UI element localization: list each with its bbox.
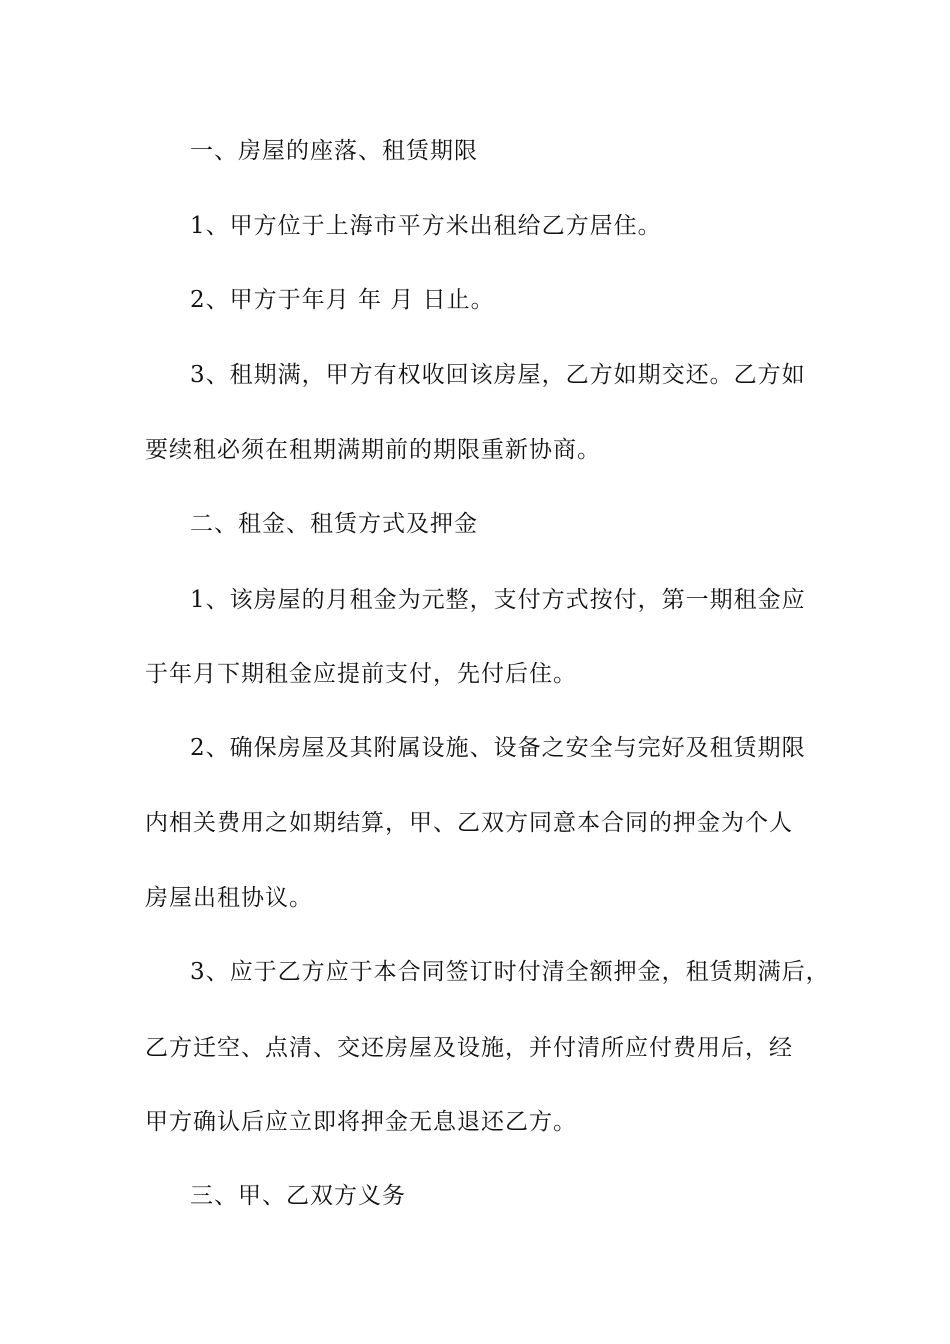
paragraph-line: 1、甲方位于上海市平方米出租给乙方居住。 bbox=[190, 213, 662, 239]
paragraph-line: 房屋出租协议。 bbox=[145, 885, 313, 911]
paragraph-line: 3、应于乙方应于本合同签订时付清全额押金，租赁期满后， bbox=[190, 959, 830, 985]
paragraph-line: 2、确保房屋及其附属设施、设备之安全与完好及租赁期限 bbox=[190, 735, 806, 761]
paragraph-line: 要续租必须在租期满期前的期限重新协商。 bbox=[145, 437, 601, 463]
paragraph-line: 乙方迁空、点清、交还房屋及设施，并付清所应付费用后，经 bbox=[145, 1035, 793, 1061]
paragraph-line: 3、租期满，甲方有权收回该房屋，乙方如期交还。乙方如 bbox=[190, 362, 806, 388]
paragraph-line: 于年月下期租金应提前支付，先付后住。 bbox=[145, 661, 577, 687]
paragraph-line: 1、该房屋的月租金为元整，支付方式按付，第一期租金应 bbox=[190, 587, 806, 613]
section-heading-2: 二、租金、租赁方式及押金 bbox=[190, 511, 478, 537]
paragraph-line: 内相关费用之如期结算，甲、乙双方同意本合同的押金为个人 bbox=[145, 810, 793, 836]
section-heading-1: 一、房屋的座落、租赁期限 bbox=[190, 138, 478, 164]
paragraph-line: 2、甲方于年月 年 月 日止。 bbox=[190, 287, 495, 313]
paragraph-line: 甲方确认后应立即将押金无息退还乙方。 bbox=[145, 1109, 577, 1135]
section-heading-3: 三、甲、乙双方义务 bbox=[190, 1183, 406, 1209]
